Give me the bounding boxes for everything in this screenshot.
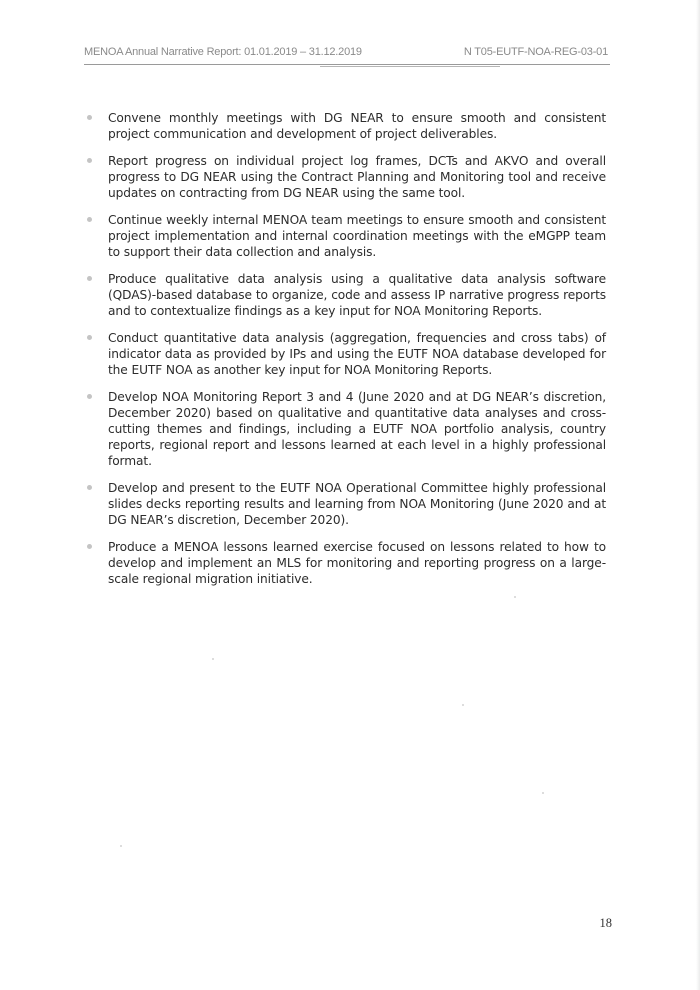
bullet-text: Report progress on individual project log frames, DCTs and AKVO and overall progress to DG NEAR using the Contract Planning and Monitoring tool and receive updates on contracting from DG NEAR using the same tool. xyxy=(108,154,606,200)
bullet-text: Produce qualitative data analysis using a qualitative data analysis software (QDAS)-based database to organize, code and assess IP narrative progress reports and to contextualize findings as a key input for NOA Monitoring Reports. xyxy=(108,272,606,318)
bullet-item-6 xyxy=(84,389,606,469)
bullet-text: Develop NOA Monitoring Report 3 and 4 (June 2020 and at DG NEAR’s discretion, December 2020) based on qualitative and quantitative data analyses and cross-cutting themes and findings, including a EUTF NOA portfolio analysis, country reports, regional report and lessons learned at each level in a highly professional format. xyxy=(108,390,606,468)
bullet-item-8 xyxy=(84,539,606,587)
bullet-dot-icon xyxy=(87,217,92,222)
bullet-item-7 xyxy=(84,480,606,528)
activity-bullet-list xyxy=(84,110,606,587)
bullet-text: Conduct quantitative data analysis (aggregation, frequencies and cross tabs) of indicator data as provided by IPs and using the EUTF NOA database developed for the EUTF NOA as another key input for NOA Monitoring Reports. xyxy=(108,331,606,377)
header-document-code: N T05-EUTF-NOA-REG-03-01 xyxy=(463,46,608,58)
bullet-text: Develop and present to the EUTF NOA Operational Committee highly professional slides decks reporting results and learning from NOA Monitoring (June 2020 and at DG NEAR’s discretion, December 2020). xyxy=(108,481,606,527)
scan-speck xyxy=(212,658,214,660)
bullet-text: Produce a MENOA lessons learned exercise focused on lessons related to how to develop and implement an MLS for monitoring and reporting progress on a large-scale regional migration initiative. xyxy=(108,540,606,586)
scan-speck xyxy=(514,596,516,598)
bullet-dot-icon xyxy=(87,544,92,549)
document-body xyxy=(84,110,606,598)
header-divider-secondary xyxy=(320,66,500,67)
scan-speck xyxy=(542,792,544,794)
bullet-item-5 xyxy=(84,330,606,378)
bullet-item-4 xyxy=(84,271,606,319)
page-number: 18 xyxy=(599,916,612,930)
bullet-dot-icon xyxy=(87,394,92,399)
scan-speck xyxy=(462,704,464,706)
bullet-text: Continue weekly internal MENOA team meetings to ensure smooth and consistent project implementation and internal coordination meetings with the eMGPP team to support their data collection and analysis. xyxy=(108,213,606,259)
bullet-text: Convene monthly meetings with DG NEAR to ensure smooth and consistent project communication and development of project deliverables. xyxy=(108,111,606,141)
bullet-item-1 xyxy=(84,110,606,142)
bullet-item-3 xyxy=(84,212,606,260)
scan-speck xyxy=(120,845,122,847)
bullet-item-2 xyxy=(84,153,606,201)
bullet-dot-icon xyxy=(87,115,92,120)
bullet-dot-icon xyxy=(87,276,92,281)
bullet-dot-icon xyxy=(87,335,92,340)
scan-edge-shadow xyxy=(696,0,700,990)
bullet-dot-icon xyxy=(87,158,92,163)
header-divider xyxy=(84,64,610,65)
bullet-dot-icon xyxy=(87,485,92,490)
page-header xyxy=(84,44,608,62)
header-report-title: MENOA Annual Narrative Report: 01.01.2019 – 31.12.2019 xyxy=(84,46,362,58)
